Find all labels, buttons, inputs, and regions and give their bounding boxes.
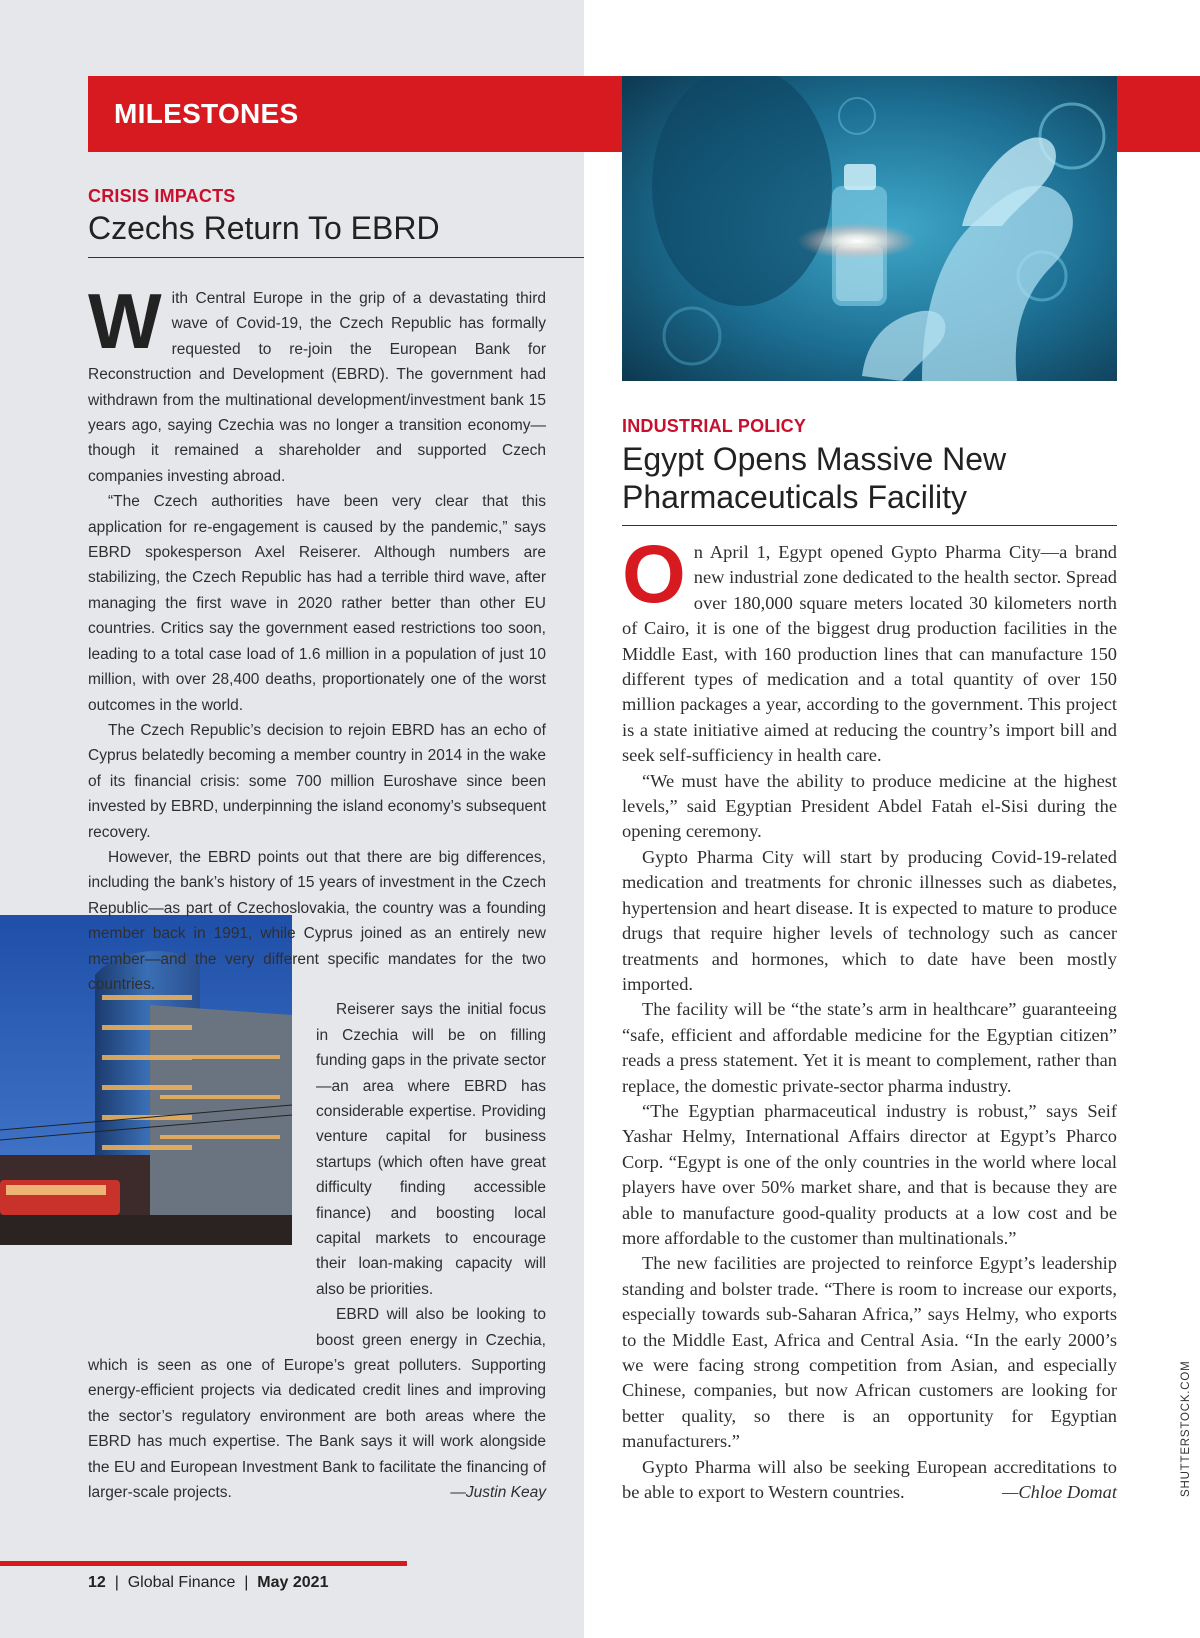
left-paragraph: EBRD will also be looking to boost green energy in Czechia, which is seen as one of Europe’s great polluters. Supporting energy-efficient projects via dedicated credit lines and improving the sector’s regulatory environment are both areas where the EBRD has much expertise. The Bank says it will work alongside the EU and European Investment Bank to facilitate the financing of larger-scale projects. —Justin Keay: [88, 1302, 546, 1505]
left-article-kicker: CRISIS IMPACTS: [88, 186, 236, 206]
drop-cap-o: O: [622, 529, 686, 620]
right-paragraph: The new facilities are projected to reinforce Egypt’s leadership standing and bolster trade. “There is room to increase our exports, especially towards sub-Saharan Africa,” says Helmy, who exports to the Middle East, Africa and Central Asia. “In the early 2000’s we were facing strong competition from Asian, and especially Chinese, companies, but now African customers are looking for better quality, so there is an opportunity for Egyptian manufacturers.”: [622, 1253, 1117, 1452]
left-byline: —Justin Keay: [450, 1484, 546, 1502]
left-paragraph: With Central Europe in the grip of a devastating third wave of Covid-19, the Czech Republic has formally requested to re-join the European Bank for Reconstruction and Development (EBRD). The government had withdrawn from the multinational development/investment bank 15 years ago, saying Czechia was no longer a transition economy—though it remained a shareholder and supported Czech companies investing abroad.: [88, 277, 546, 485]
left-paragraph: However, the EBRD points out that there are big differences, including the bank’s history of 15 years of investment in the Czech Republic—as part of Czechoslovakia, the country was a founding member back in 1991, while Cyprus joined as an entirely new member—and the very different specific mandates for the two countries.: [88, 848, 546, 993]
footer-rule: [0, 1561, 407, 1566]
left-paragraph: “The Czech authorities have been very clear that this application for re-engagement is caused by the pandemic,” says EBRD spokesperson Axel Reiserer. Although numbers are stabilizing, the Czech Republic has had a terrible third wave, after managing the first wave in 2020 rather better than other EU countries. Critics say the government eased restrictions too soon, leading to a total case load of 1.6 million in a population of just 10 million, with over 28,400 deaths, proportionately one of the worst outcomes in the world.: [88, 493, 546, 714]
right-article-body: [622, 529, 1117, 1505]
headline-line: Pharmaceuticals Facility: [622, 479, 967, 515]
left-article-headline: Czechs Return To EBRD: [88, 210, 440, 246]
left-article-body: [88, 277, 546, 1506]
photo-credit: SHUTTERSTOCK.COM: [1180, 1360, 1192, 1497]
left-headline-rule: [88, 257, 584, 258]
page-footer: [88, 1574, 328, 1592]
issue-date: May 2021: [257, 1574, 329, 1591]
right-paragraph: Gypto Pharma will also be seeking European accreditations to be able to export to Western countries. —Chloe Domat: [622, 1455, 1117, 1506]
image-wrap-spacer: [88, 997, 316, 1343]
footer-separator: |: [244, 1574, 249, 1591]
left-paragraph: Reiserer says the initial focus in Czechia will be on filling funding gaps in the private sector—an area where EBRD has considerable expertise. Providing venture capital for business startups (which often have great difficulty finding accessible finance) and boosting local capital markets to encourage their loan-making capacity will also be priorities.: [316, 1001, 546, 1298]
right-paragraph: “The Egyptian pharmaceutical industry is robust,” says Seif Yashar Helmy, International Affairs director at Egypt’s Pharco Corp. “Egypt is one of the only countries in the world where local players have over 50% market share, and that is because they are able to manufacture good-quality products at a low cost and be more affordable to the customer than multinationals.”: [622, 1100, 1117, 1248]
section-title: MILESTONES: [114, 98, 299, 129]
right-paragraph: “We must have the ability to produce medicine at the highest levels,” said Egyptian President Abdel Fatah el-Sisi during the opening ceremony.: [622, 770, 1117, 842]
footer-separator: |: [114, 1574, 119, 1591]
drop-cap-w: W: [88, 277, 162, 365]
right-paragraph: Gypto Pharma City will start by producing Covid-19-related medication and treatments for chronic illnesses such as diabetes, hypertension and heart disease. It is expected to mature to produce drugs that require higher levels of technology such as cancer treatments and hormones, which to date have been mostly imported.: [622, 846, 1117, 994]
vaccine-vial-photo: [622, 76, 1117, 381]
right-article-kicker: INDUSTRIAL POLICY: [622, 416, 807, 436]
left-paragraph: The Czech Republic’s decision to rejoin EBRD has an echo of Cyprus belatedly becoming a member country in 2014 in the wake of its financial crisis: some 700 million Euroshave since been invested by EBRD, underpinning the island economy’s subsequent recovery.: [88, 721, 546, 841]
right-paragraph: The facility will be “the state’s arm in healthcare” guaranteeing “safe, efficient and affordable medicine for the Egyptian citizen” reads a press statement. Yet it is meant to complement, rather than replace, the domestic private-sector pharma industry.: [622, 999, 1117, 1096]
right-article-headline: [622, 440, 1006, 516]
headline-line: Egypt Opens Massive New: [622, 441, 1007, 477]
right-headline-rule: [622, 525, 1117, 526]
right-paragraph: On April 1, Egypt opened Gypto Pharma City—a brand new industrial zone dedicated to the health sector. Spread over 180,000 square meters located 30 kilometers north of Cairo, it is one of the biggest drug production facilities in the Middle East, with 160 production lines that can manufacture 150 different types of medication and a total quantity of over 150 million packages a year, according to the government. This project is a state initiative aimed at reducing the country’s import bill and seek self-sufficiency in health care.: [622, 529, 1117, 766]
right-byline: —Chloe Domat: [1002, 1482, 1117, 1503]
page-number: 12: [88, 1574, 106, 1591]
publication-name: Global Finance: [127, 1574, 236, 1591]
